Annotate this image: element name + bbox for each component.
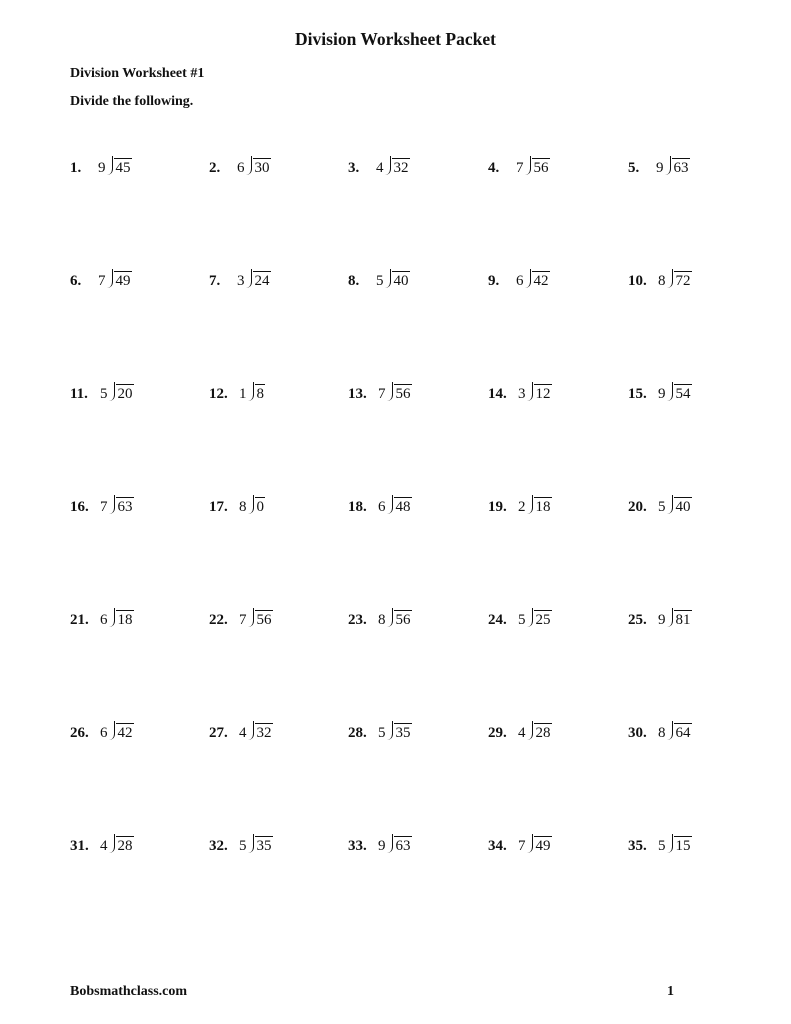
- long-division-bracket-icon: [109, 382, 115, 401]
- divisor: 6: [100, 612, 108, 628]
- dividend: 49: [535, 838, 551, 854]
- problem-number: 10.: [628, 273, 647, 289]
- long-division-bracket-icon: [246, 269, 252, 288]
- problem-number: 20.: [628, 499, 647, 515]
- problem-24: [488, 608, 552, 632]
- divisor: 3: [518, 386, 526, 402]
- divisor: 5: [658, 499, 666, 515]
- long-division-bracket-icon: [667, 834, 673, 853]
- divisor: 7: [516, 160, 524, 176]
- problem-14: [488, 382, 552, 406]
- dividend: 49: [115, 273, 131, 289]
- problem-number: 25.: [628, 612, 647, 628]
- problem-16: [70, 495, 134, 519]
- long-division-bracket-icon: [248, 608, 254, 627]
- long-division-bracket-icon: [387, 608, 393, 627]
- long-division-bracket-icon: [667, 269, 673, 288]
- divisor: 2: [518, 499, 526, 515]
- problem-number: 14.: [488, 386, 507, 402]
- dividend: 18: [535, 499, 551, 515]
- dividend: 42: [533, 273, 549, 289]
- problem-number: 13.: [348, 386, 367, 402]
- problem-number: 23.: [348, 612, 367, 628]
- divisor: 7: [239, 612, 247, 628]
- problem-9: [488, 269, 550, 293]
- divisor: 6: [516, 273, 524, 289]
- problem-30: [628, 721, 692, 745]
- problem-32: [209, 834, 273, 858]
- long-division-bracket-icon: [527, 382, 533, 401]
- problem-number: 9.: [488, 273, 500, 289]
- long-division-bracket-icon: [107, 156, 113, 175]
- footer-site: Bobsmathclass.com: [70, 984, 188, 999]
- dividend: 64: [675, 725, 691, 741]
- problem-number: 34.: [488, 838, 507, 854]
- problem-number: 19.: [488, 499, 507, 515]
- long-division-bracket-icon: [667, 721, 673, 740]
- problem-number: 6.: [70, 273, 82, 289]
- divisor: 5: [100, 386, 108, 402]
- problem-5: [628, 156, 690, 180]
- dividend: 40: [393, 273, 409, 289]
- dividend: 63: [673, 160, 689, 176]
- dividend: 30: [254, 160, 270, 176]
- problem-number: 12.: [209, 386, 228, 402]
- dividend: 25: [535, 612, 551, 628]
- long-division-bracket-icon: [248, 382, 254, 401]
- long-division-bracket-icon: [667, 608, 673, 627]
- long-division-bracket-icon: [109, 834, 115, 853]
- problem-number: 17.: [209, 499, 228, 515]
- long-division-bracket-icon: [387, 834, 393, 853]
- divisor: 4: [518, 725, 526, 741]
- dividend: 8: [256, 386, 264, 402]
- dividend: 54: [675, 386, 691, 402]
- dividend: 56: [395, 386, 411, 402]
- divisor: 7: [378, 386, 386, 402]
- problem-number: 35.: [628, 838, 647, 854]
- divisor: 8: [378, 612, 386, 628]
- long-division-bracket-icon: [525, 156, 531, 175]
- long-division-bracket-icon: [248, 834, 254, 853]
- divisor: 1: [239, 386, 247, 402]
- divisor: 9: [98, 160, 106, 176]
- dividend: 28: [535, 725, 551, 741]
- problem-number: 15.: [628, 386, 647, 402]
- worksheet-heading: Division Worksheet #1: [70, 66, 205, 81]
- problem-number: 8.: [348, 273, 360, 289]
- long-division-bracket-icon: [248, 495, 254, 514]
- dividend: 20: [117, 386, 133, 402]
- problem-28: [348, 721, 412, 745]
- problem-29: [488, 721, 552, 745]
- divisor: 6: [378, 499, 386, 515]
- problem-number: 21.: [70, 612, 89, 628]
- long-division-bracket-icon: [248, 721, 254, 740]
- problem-number: 5.: [628, 160, 640, 176]
- long-division-bracket-icon: [527, 721, 533, 740]
- long-division-bracket-icon: [527, 834, 533, 853]
- problem-8: [348, 269, 410, 293]
- dividend: 35: [256, 838, 272, 854]
- problem-34: [488, 834, 552, 858]
- problem-number: 31.: [70, 838, 89, 854]
- divisor: 4: [100, 838, 108, 854]
- divisor: 5: [658, 838, 666, 854]
- dividend: 0: [256, 499, 264, 515]
- divisor: 5: [378, 725, 386, 741]
- problem-10: [628, 269, 692, 293]
- divisor: 4: [376, 160, 384, 176]
- dividend: 72: [675, 273, 691, 289]
- dividend: 45: [115, 160, 131, 176]
- divisor: 7: [518, 838, 526, 854]
- divisor: 9: [656, 160, 664, 176]
- dividend: 32: [256, 725, 272, 741]
- problem-number: 11.: [70, 386, 88, 402]
- dividend: 12: [535, 386, 551, 402]
- divisor: 7: [100, 499, 108, 515]
- problem-7: [209, 269, 271, 293]
- problem-number: 4.: [488, 160, 500, 176]
- long-division-bracket-icon: [665, 156, 671, 175]
- page-number: 1: [667, 984, 674, 999]
- divisor: 5: [376, 273, 384, 289]
- divisor: 9: [658, 386, 666, 402]
- dividend: 81: [675, 612, 691, 628]
- long-division-bracket-icon: [387, 382, 393, 401]
- problem-15: [628, 382, 692, 406]
- long-division-bracket-icon: [387, 495, 393, 514]
- problem-number: 18.: [348, 499, 367, 515]
- long-division-bracket-icon: [109, 495, 115, 514]
- problem-number: 29.: [488, 725, 507, 741]
- divisor: 7: [98, 273, 106, 289]
- divisor: 9: [378, 838, 386, 854]
- problem-number: 3.: [348, 160, 360, 176]
- dividend: 63: [395, 838, 411, 854]
- problem-19: [488, 495, 552, 519]
- instructions: Divide the following.: [70, 94, 194, 109]
- problem-20: [628, 495, 692, 519]
- problem-1: [70, 156, 132, 180]
- problem-number: 1.: [70, 160, 82, 176]
- problem-25: [628, 608, 692, 632]
- problem-number: 24.: [488, 612, 507, 628]
- problem-31: [70, 834, 134, 858]
- long-division-bracket-icon: [667, 382, 673, 401]
- problem-4: [488, 156, 550, 180]
- problem-11: [70, 382, 134, 406]
- dividend: 18: [117, 612, 133, 628]
- problem-number: 2.: [209, 160, 221, 176]
- problem-27: [209, 721, 273, 745]
- problem-number: 32.: [209, 838, 228, 854]
- dividend: 28: [117, 838, 133, 854]
- dividend: 42: [117, 725, 133, 741]
- long-division-bracket-icon: [109, 608, 115, 627]
- problem-22: [209, 608, 273, 632]
- dividend: 48: [395, 499, 411, 515]
- divisor: 6: [237, 160, 245, 176]
- long-division-bracket-icon: [527, 495, 533, 514]
- problem-number: 27.: [209, 725, 228, 741]
- dividend: 56: [533, 160, 549, 176]
- problem-6: [70, 269, 132, 293]
- dividend: 40: [675, 499, 691, 515]
- long-division-bracket-icon: [667, 495, 673, 514]
- problem-number: 26.: [70, 725, 89, 741]
- problem-13: [348, 382, 412, 406]
- divisor: 8: [658, 725, 666, 741]
- problem-23: [348, 608, 412, 632]
- dividend: 24: [254, 273, 270, 289]
- problem-number: 7.: [209, 273, 221, 289]
- divisor: 4: [239, 725, 247, 741]
- problem-12: [209, 382, 265, 406]
- problem-33: [348, 834, 412, 858]
- divisor: 8: [658, 273, 666, 289]
- long-division-bracket-icon: [385, 156, 391, 175]
- problem-3: [348, 156, 410, 180]
- page-title: Division Worksheet Packet: [295, 29, 496, 49]
- problem-2: [209, 156, 271, 180]
- problem-number: 28.: [348, 725, 367, 741]
- problem-26: [70, 721, 134, 745]
- long-division-bracket-icon: [385, 269, 391, 288]
- long-division-bracket-icon: [109, 721, 115, 740]
- dividend: 35: [395, 725, 411, 741]
- dividend: 56: [256, 612, 272, 628]
- problem-number: 30.: [628, 725, 647, 741]
- problem-21: [70, 608, 134, 632]
- problem-17: [209, 495, 265, 519]
- divisor: 8: [239, 499, 247, 515]
- dividend: 15: [675, 838, 691, 854]
- long-division-bracket-icon: [525, 269, 531, 288]
- dividend: 63: [117, 499, 133, 515]
- problem-number: 33.: [348, 838, 367, 854]
- long-division-bracket-icon: [387, 721, 393, 740]
- divisor: 9: [658, 612, 666, 628]
- divisor: 5: [239, 838, 247, 854]
- dividend: 32: [393, 160, 409, 176]
- long-division-bracket-icon: [107, 269, 113, 288]
- problem-number: 16.: [70, 499, 89, 515]
- divisor: 5: [518, 612, 526, 628]
- long-division-bracket-icon: [527, 608, 533, 627]
- divisor: 3: [237, 273, 245, 289]
- divisor: 6: [100, 725, 108, 741]
- problem-18: [348, 495, 412, 519]
- long-division-bracket-icon: [246, 156, 252, 175]
- dividend: 56: [395, 612, 411, 628]
- problem-number: 22.: [209, 612, 228, 628]
- problem-35: [628, 834, 692, 858]
